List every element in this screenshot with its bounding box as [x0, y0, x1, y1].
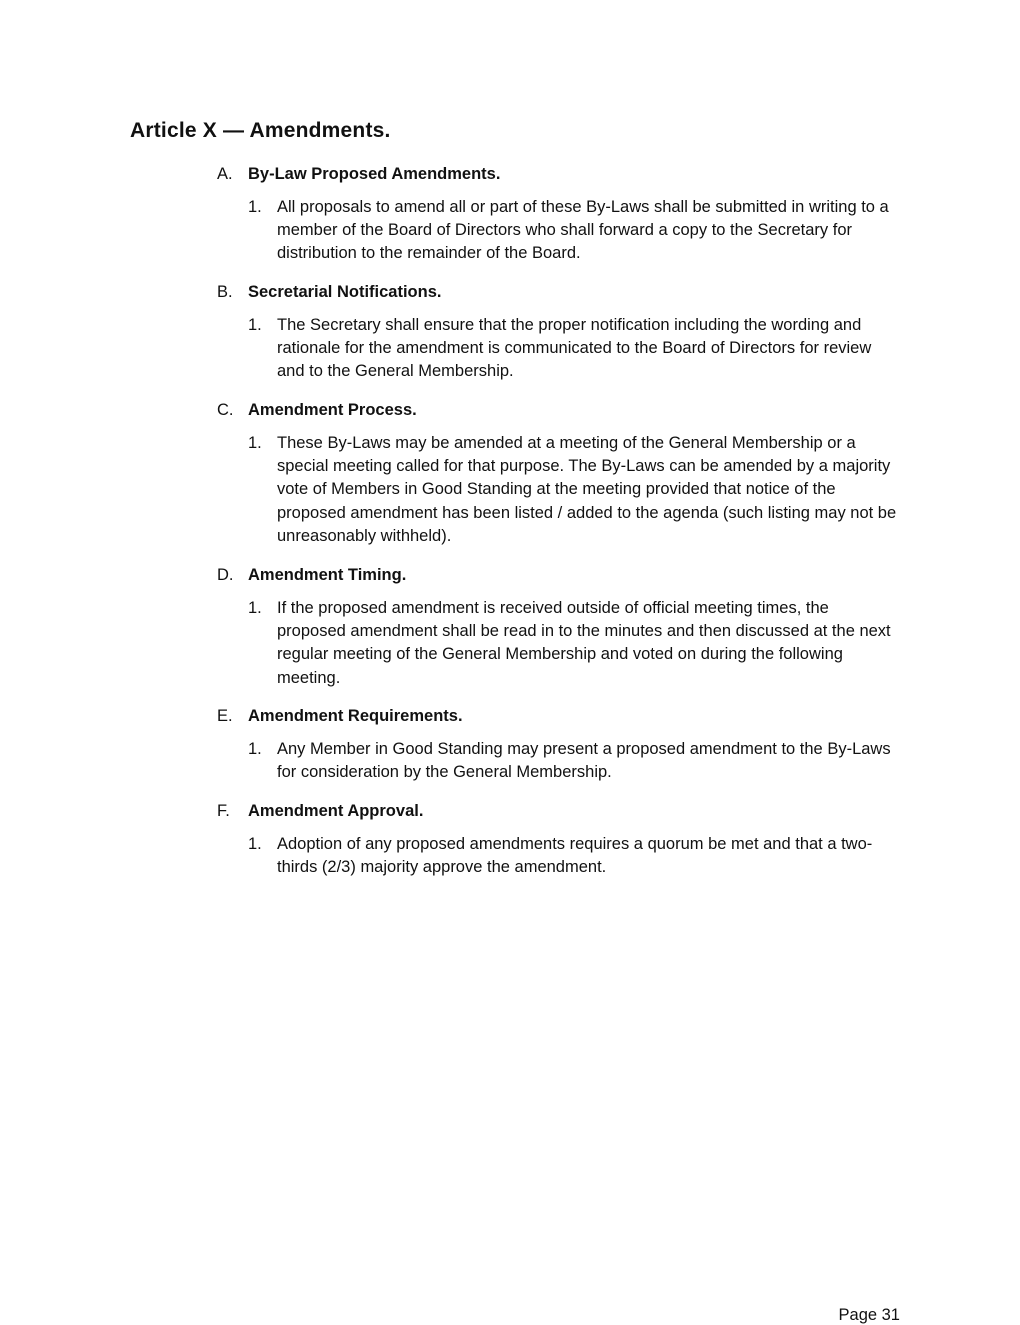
section-letter: E.	[217, 707, 233, 725]
item-number: 1.	[248, 740, 262, 758]
section-heading	[217, 800, 907, 823]
section-heading	[217, 399, 907, 422]
list-item	[217, 738, 907, 784]
section-e	[217, 705, 907, 784]
list-item	[217, 597, 907, 690]
list-item	[217, 432, 907, 548]
section-c	[217, 399, 907, 548]
section-heading	[217, 564, 907, 587]
section-letter: D.	[217, 566, 234, 584]
item-text: The Secretary shall ensure that the proper notification including the wording and rationale for the amendment is communicated to the Board of Directors for review and to the General Membership.	[277, 316, 872, 381]
item-number: 1.	[248, 316, 262, 334]
section-heading	[217, 281, 907, 304]
section-title: Amendment Requirements.	[248, 707, 463, 725]
list-item	[217, 314, 907, 384]
item-number: 1.	[248, 198, 262, 216]
item-number: 1.	[248, 599, 262, 617]
article-title: Article X — Amendments.	[130, 119, 391, 142]
section-letter: F.	[217, 802, 230, 820]
item-text: All proposals to amend all or part of these By-Laws shall be submitted in writing to a member of the Board of Directors who shall forward a copy to the Secretary for distribution to the remainder of the Board.	[277, 198, 889, 263]
section-title: Amendment Process.	[248, 401, 417, 419]
section-d	[217, 564, 907, 690]
section-heading	[217, 705, 907, 728]
section-f	[217, 800, 907, 879]
item-text: Adoption of any proposed amendments requires a quorum be met and that a two-thirds (2/3) majority approve the amendment.	[277, 835, 873, 877]
item-number: 1.	[248, 835, 262, 853]
section-heading	[217, 163, 907, 186]
section-b	[217, 281, 907, 384]
item-text: If the proposed amendment is received outside of official meeting times, the proposed amendment shall be read in to the minutes and then discussed at the next regular meeting of the General Membership and voted on during the following meeting.	[277, 599, 891, 687]
section-title: By-Law Proposed Amendments.	[248, 165, 501, 183]
section-title: Amendment Timing.	[248, 566, 407, 584]
item-number: 1.	[248, 434, 262, 452]
section-letter: C.	[217, 401, 234, 419]
item-text: These By-Laws may be amended at a meeting of the General Membership or a special meeting called for that purpose. The By-Laws can be amended by a majority vote of Members in Good Standing at the meeting provided that notice of the proposed amendment has been listed / added to the agenda (such listing may not be unreasonably withheld).	[277, 434, 897, 545]
item-text: Any Member in Good Standing may present a proposed amendment to the By-Laws for consideration by the General Membership.	[277, 740, 891, 782]
section-title: Secretarial Notifications.	[248, 283, 442, 301]
section-title: Amendment Approval.	[248, 802, 424, 820]
list-item	[217, 833, 907, 879]
list-item	[217, 196, 907, 266]
page-number: Page 31	[838, 1306, 900, 1324]
section-letter: A.	[217, 165, 233, 183]
section-a	[217, 163, 907, 266]
section-letter: B.	[217, 283, 233, 301]
